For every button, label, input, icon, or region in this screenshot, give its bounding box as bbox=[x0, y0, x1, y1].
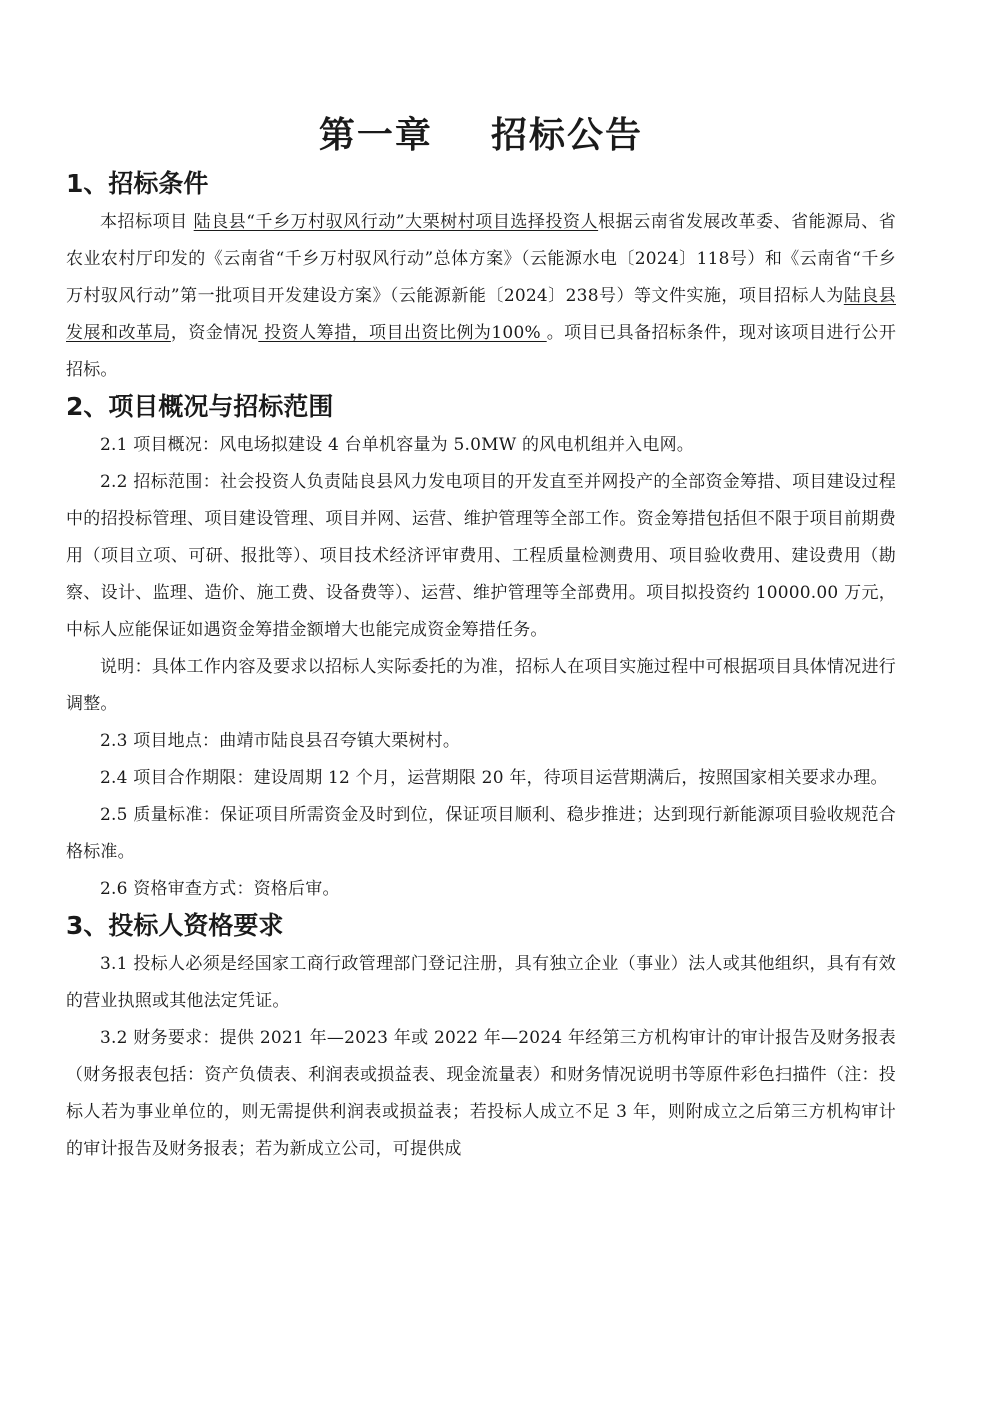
tender-scope: 2.2 招标范围：社会投资人负责陆良县风力发电项目的开发直至并网投产的全部资金筹措、项目建设过程中的招投标管理、项目建设管理、项目并网、运营、维护管理等全部工作。资金筹措包括但不限于项目前期费用（项目立项、可研、报批等）、项目技术经济评审费用、工程质量检测费用、项目验收费用、建设费用（勘察、设计、监理、造价、施工费、设备费等）、运营、维护管理等全部费用。项目拟投资约 10000.00 万元，中标人应能保证如遇资金筹措金额增大也能完成资金筹措任务。 bbox=[66, 472, 896, 640]
tenderer-underlined: 陆良县发展和改革局 bbox=[66, 286, 896, 343]
text-run: 本招标项目 bbox=[100, 212, 194, 232]
chapter-title: 第一章 招标公告 bbox=[318, 115, 644, 156]
text-run: 根据云南省发展改革委、省能源局、省农业农村厅印发的《云南省“千乡万村驭风行动”总体方案》（云能源水电〔2024〕118号）和《云南省“千乡万村驭风行动”第一批项目开发建设方案》（云能源新能〔2024〕238号）等文件实施，项目招标人为 bbox=[66, 212, 897, 306]
section-1-paragraph bbox=[66, 204, 896, 389]
scope-note: 说明：具体工作内容及要求以招标人实际委托的为准，招标人在项目实施过程中可根据项目具体情况进行调整。 bbox=[66, 657, 896, 714]
qualification-review: 2.6 资格审查方式：资格后审。 bbox=[100, 879, 340, 899]
section-heading-2: 2、项目概况与招标范围 bbox=[66, 392, 334, 421]
project-location: 2.3 项目地点：曲靖市陆良县召夸镇大栗树村。 bbox=[100, 731, 461, 751]
bidder-registration: 3.1 投标人必须是经国家工商行政管理部门登记注册，具有独立企业（事业）法人或其他组织，具有有效的营业执照或其他法定凭证。 bbox=[66, 954, 896, 1011]
section-heading-1: 1、招标条件 bbox=[66, 169, 209, 198]
text-run: ，资金情况 bbox=[170, 323, 259, 343]
cooperation-period: 2.4 项目合作期限：建设周期 12 个月，运营期限 20 年，待项目运营期满后，按照国家相关要求办理。 bbox=[100, 768, 888, 788]
section-heading-3: 3、投标人资格要求 bbox=[66, 911, 284, 940]
document-page bbox=[66, 112, 896, 1168]
quality-standard: 2.5 质量标准：保证项目所需资金及时到位，保证项目顺利、稳步推进；达到现行新能源项目验收规范合格标准。 bbox=[66, 805, 896, 862]
financial-requirements: 3.2 财务要求：提供 2021 年—2023 年或 2022 年—2024 年经第三方机构审计的审计报告及财务报表（财务报表包括：资产负债表、利润表或损益表、现金流量表）和财务情况说明书等原件彩色扫描件（注：投标人若为事业单位的，则无需提供利润表或损益表；若投标人成立不足 3 年，则附成立之后第三方机构审计的审计报告及财务报表；若为新成立公司，可提供成 bbox=[66, 1028, 896, 1159]
project-name-underlined: 陆良县“千乡万村驭风行动”大栗树村项目选择投资人 bbox=[193, 212, 599, 232]
funding-underlined: 投资人筹措，项目出资比例为100% bbox=[258, 323, 547, 343]
project-overview: 2.1 项目概况：风电场拟建设 4 台单机容量为 5.0MW 的风电机组并入电网。 bbox=[100, 435, 694, 455]
text-run: 。项目已具备招标条件，现对该项目进行公开招标。 bbox=[66, 323, 897, 380]
